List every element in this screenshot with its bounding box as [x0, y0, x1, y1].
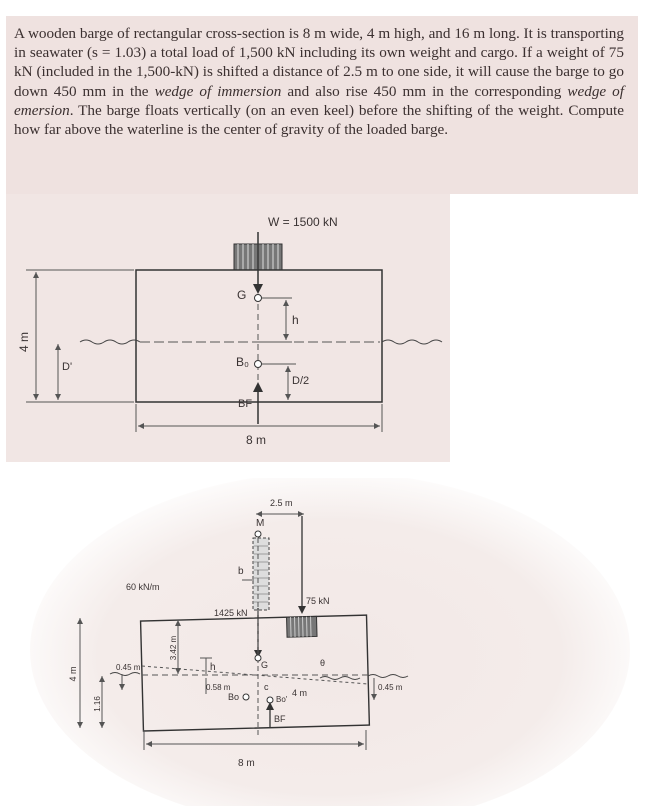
g-label: G	[237, 288, 247, 302]
figure-barge-upright	[6, 194, 450, 462]
problem-text-part-3: . The barge floats vertically (on an even keel) before the shifting of the weight. Compute how far above the waterline is the center of gravity of the loaded barge.	[14, 101, 624, 139]
h058-label: 0.58 m	[206, 683, 231, 692]
h-label: h	[292, 313, 299, 327]
metacenter-point	[255, 531, 261, 537]
problem-text-part-1: A wooden barge of rectangular cross-section is 8 m wide, 4 m high, and 16 m long. It is transporting in seawater (s = 1.03) a total load of 1,500 kN including its own weight and cargo. If a weight of 75 kN (included in the 1,500-kN) is shifted a distance of 2.5 m to one side, it will cause the barge to go down 450 mm in the	[14, 25, 624, 100]
h-dimension	[262, 298, 292, 342]
metacenter-label: M	[256, 518, 265, 529]
figure-barge-tilted-svg	[30, 478, 648, 806]
w045-left-label: 0.45 m	[116, 663, 141, 672]
bo-point	[255, 361, 262, 368]
bo-label: Bo	[228, 692, 240, 702]
water-wave-left	[80, 340, 140, 344]
bo-label: B₀	[236, 355, 249, 369]
w75-label: 75 kN	[306, 596, 330, 606]
weight-arrowhead	[253, 284, 263, 294]
weight-label: W = 1500 kN	[268, 215, 338, 229]
wedge-of-emersion-term: wedge of emersion	[14, 82, 624, 119]
figure-background	[30, 478, 630, 806]
bo2-label: Bo'	[276, 695, 288, 704]
cargo-column	[253, 538, 269, 610]
problem-statement	[6, 16, 638, 194]
width-dimension	[136, 404, 382, 432]
w045-right-label: 0.45 m	[378, 683, 403, 692]
width-label: 8 m	[238, 758, 255, 769]
bf-label: BF	[238, 398, 253, 410]
figure-barge-tilted	[30, 478, 648, 806]
d2-dimension	[262, 364, 296, 400]
width-label: 8 m	[246, 433, 267, 447]
bf-label: BF	[274, 714, 286, 724]
figure-barge-upright-svg	[6, 194, 450, 462]
m4-label: 4 m	[292, 688, 308, 698]
wedge-of-immersion-term: wedge of immersion	[154, 82, 282, 100]
distributed-load-label: 60 kN/m	[126, 582, 160, 592]
height-label: 4 m	[17, 331, 31, 353]
problem-text-part-2: and also rise 450 mm in the corresponding	[281, 82, 568, 100]
cargo-75kn	[287, 616, 318, 637]
b-label: b	[238, 566, 244, 577]
buoyant-force-arrowhead	[253, 382, 263, 392]
water-wave-right	[382, 340, 442, 344]
d2-label: D/2	[292, 375, 310, 387]
g-point	[255, 295, 262, 302]
w1425-label: 1425 kN	[214, 608, 248, 618]
h-label: h	[210, 662, 216, 673]
g-label: G	[261, 660, 269, 670]
draft-label: D'	[62, 361, 73, 373]
shift-distance-label: 2.5 m	[270, 498, 293, 508]
bo-point	[243, 694, 249, 700]
theta-label: θ	[320, 658, 326, 668]
problem-text	[6, 16, 638, 139]
h116-label: 1.16	[93, 696, 102, 712]
c-label: c	[264, 682, 269, 692]
h342-label: 3.42 m	[169, 635, 178, 661]
height-dimension	[26, 270, 134, 402]
height-label: 4 m	[68, 666, 78, 682]
draft-dimension	[55, 344, 61, 400]
